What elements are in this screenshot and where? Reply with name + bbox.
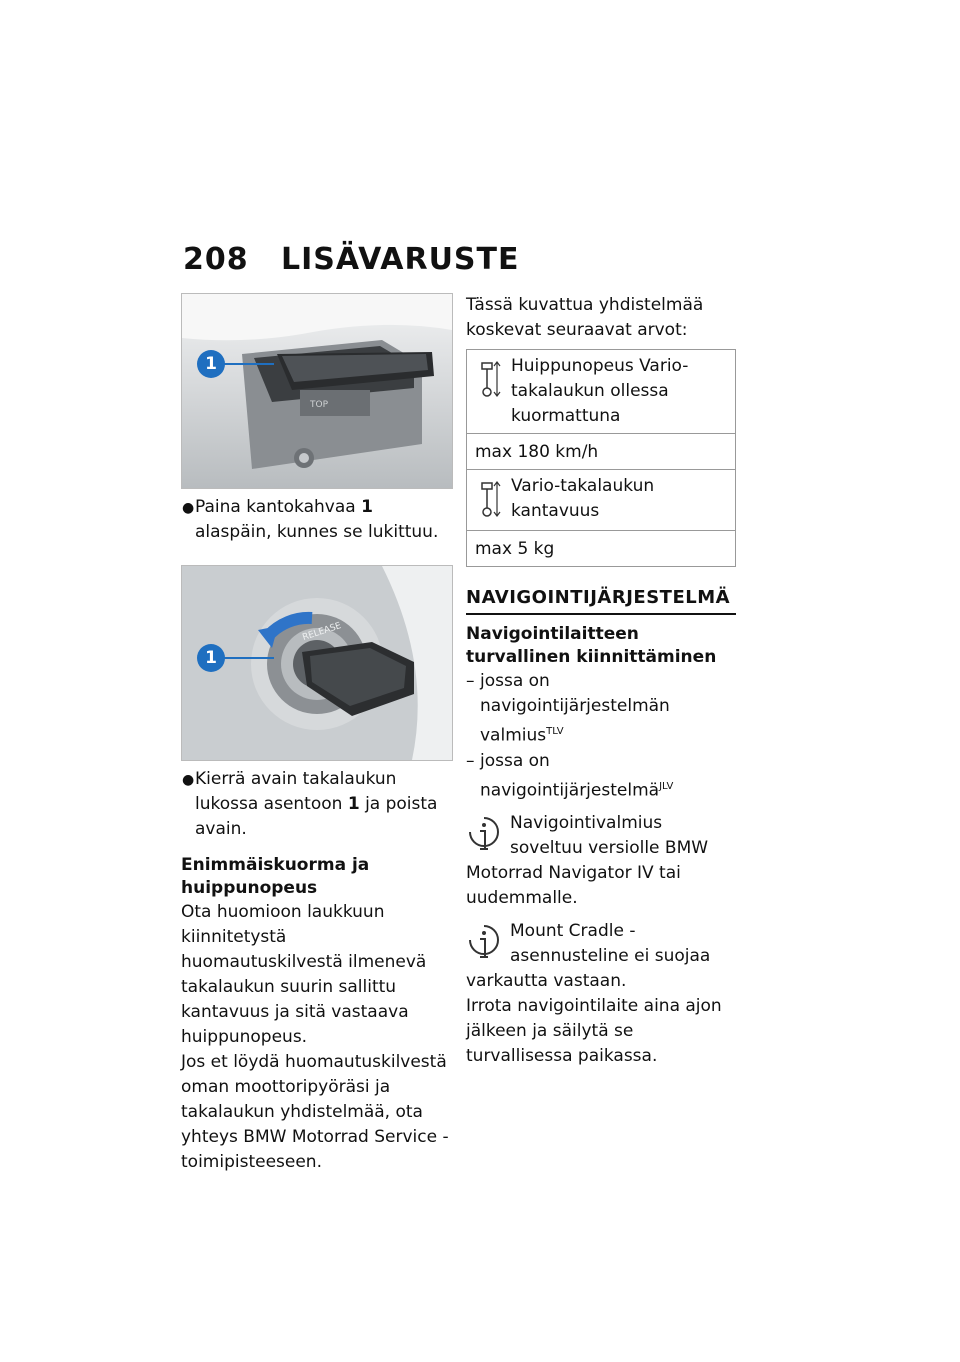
page-number: 208 xyxy=(183,242,249,277)
spec-label: Huippunopeus Vario-takalaukun ollessa kuormattuna xyxy=(511,356,689,426)
paragraph: Ota huomioon laukkuun kiinnitetystä huomautuskilvestä ilmenevä takalaukun suurin sallittu kantavuus ja sitä vastaava huippunopeus. xyxy=(181,902,427,1047)
table-row xyxy=(467,350,735,434)
info-icon xyxy=(466,815,502,859)
list-item: – jossa on navigointijärjestelmän valmius$^{TLV}$ xyxy=(466,671,670,746)
table-row xyxy=(467,470,735,531)
page-header xyxy=(183,242,520,277)
list-item: – jossa on navigointijärjestelmä$^{JLV}$ xyxy=(466,750,674,801)
lock-label: RELEASE xyxy=(301,621,343,643)
paragraph: Irrota navigointilaite aina ajon jälkeen ja säilytä se turvallisessa paikassa. xyxy=(466,996,722,1067)
case-label: TOP xyxy=(310,400,329,410)
section-heading: Enimmäiskuorma ja huippunopeus xyxy=(181,855,370,898)
info-icon xyxy=(466,923,502,967)
callout-1: 1 xyxy=(197,644,225,672)
paragraph: Tässä kuvattua yhdistelmää koskevat seuraavat arvot: xyxy=(466,295,704,340)
photo-lock-key xyxy=(181,565,453,761)
list-item: ● Kierrä avain takalaukun lukossa asentoon 1 ja poista avain. xyxy=(182,769,438,839)
info-note: Navigointivalmius soveltuu versiolle BMW Motorrad Navigator IV tai uudemmalle. xyxy=(466,813,709,909)
spec-value: max 5 kg xyxy=(475,539,555,559)
info-note: Mount Cradle - asennusteline ei suojaa varkautta vastaan. xyxy=(466,921,711,992)
speed-limit-icon xyxy=(479,360,501,400)
paragraph: Jos et löydä huomautuskilvestä oman moottoripyöräsi ja takalaukun yhdistelmää, ota yhteys BMW Motorrad Service -toimipisteeseen. xyxy=(181,1052,449,1172)
left-column xyxy=(181,293,451,1175)
photo-top-case-handle xyxy=(181,293,453,489)
load-limit-icon xyxy=(479,480,501,520)
page-title: LISÄVARUSTE xyxy=(281,242,520,277)
list-item: ● Paina kantokahvaa 1 alaspäin, kunnes se lukittuu. xyxy=(182,497,439,542)
right-column xyxy=(466,293,736,1069)
spec-label: Vario-takalaukun kantavuus xyxy=(511,476,655,521)
subsection-heading: Navigointilaitteen turvallinen kiinnittäminen xyxy=(466,624,717,667)
table-row xyxy=(467,531,735,566)
spec-value: max 180 km/h xyxy=(475,442,599,462)
specs-table xyxy=(466,349,736,567)
section-title: NAVIGOINTIJÄRJESTELMÄ xyxy=(466,585,736,615)
table-row xyxy=(467,434,735,470)
callout-1: 1 xyxy=(197,350,225,378)
